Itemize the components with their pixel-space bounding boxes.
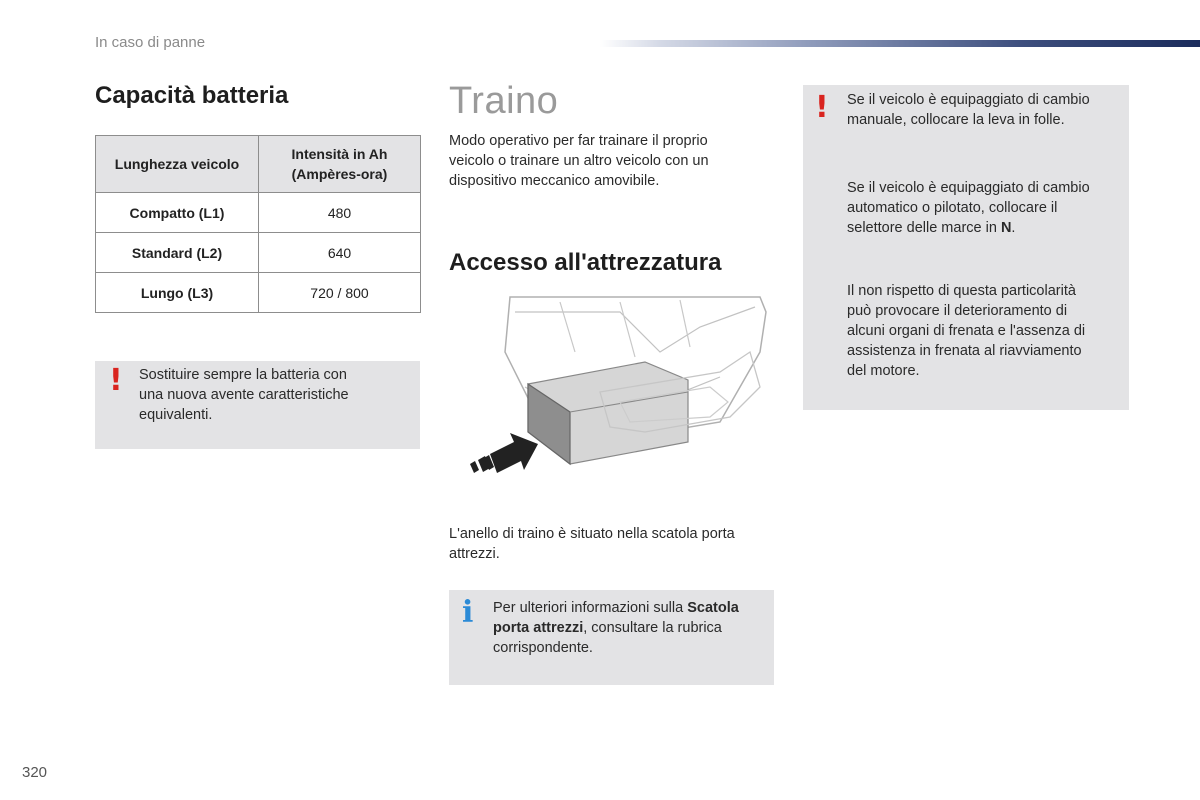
table-row <box>96 193 421 233</box>
gearbox-warning-para-automatic <box>847 178 1090 238</box>
info-line-2: porta attrezzi, consultare la rubrica <box>493 620 722 636</box>
gearbox-warning-para-consequence <box>847 281 1085 381</box>
warning-line: automatico o pilotato, collocare il <box>847 200 1058 216</box>
warning-line: Sostituire sempre la batteria con <box>139 367 347 383</box>
ring-line: attrezzi. <box>449 546 500 562</box>
tool-box-under-seat-illustration <box>470 292 776 492</box>
section-header: In caso di panne <box>95 34 206 51</box>
warning-line: selettore delle marce in N. <box>847 220 1016 236</box>
row-value: 480 <box>259 193 421 233</box>
warning-line: assistenza in frenata al riavviamento <box>847 343 1082 359</box>
arrow-icon <box>490 433 538 473</box>
row-value: 720 / 800 <box>259 273 421 313</box>
column-header-intensity-line1: Intensità in Ah <box>291 146 388 162</box>
gearbox-warning-note <box>803 85 1129 410</box>
battery-warning-note <box>95 361 420 449</box>
table-row <box>96 233 421 273</box>
warning-line: Il non rispetto di questa particolarità <box>847 283 1076 299</box>
table-row <box>96 273 421 313</box>
traino-intro-text <box>449 131 754 191</box>
accesso-attrezzatura-title: Accesso all'attrezzatura <box>449 249 722 276</box>
column-header-intensity-line2: (Ampères-ora) <box>291 166 388 182</box>
intro-line: Modo operativo per far trainare il proprio <box>449 133 708 149</box>
capacita-batteria-title: Capacità batteria <box>95 82 289 109</box>
warning-line: Se il veicolo è equipaggiato di cambio <box>847 180 1090 196</box>
info-icon: i <box>462 595 474 630</box>
row-label: Standard (L2) <box>96 233 259 273</box>
info-line-1: Per ulteriori informazioni sulla Scatola <box>493 600 739 616</box>
intro-line: veicolo o trainare un altro veicolo con un <box>449 153 709 169</box>
column-header-intensity <box>259 136 421 193</box>
info-line-3: corrispondente. <box>493 640 593 656</box>
intro-line: dispositivo meccanico amovibile. <box>449 173 660 189</box>
warning-line: equivalenti. <box>139 407 213 423</box>
ring-line: L'anello di traino è situato nella scatola porta <box>449 526 735 542</box>
battery-capacity-table <box>95 135 421 313</box>
header-decorative-bar <box>600 40 1200 47</box>
exclamation-icon: ! <box>109 363 123 398</box>
arrow-trail <box>470 461 479 473</box>
battery-warning-text <box>139 365 349 425</box>
page-number: 320 <box>22 764 48 781</box>
traino-title: Traino <box>449 80 559 122</box>
gearbox-warning-para-manual <box>847 90 1090 130</box>
exclamation-icon: ! <box>815 90 829 125</box>
warning-line: manuale, collocare la leva in folle. <box>847 112 1065 128</box>
warning-line: Se il veicolo è equipaggiato di cambio <box>847 92 1090 108</box>
warning-line: del motore. <box>847 363 920 379</box>
info-note <box>449 590 774 685</box>
warning-line: una nuova avente caratteristiche <box>139 387 349 403</box>
warning-line: alcuni organi di frenata e l'assenza di <box>847 323 1086 339</box>
info-note-text <box>493 598 768 658</box>
row-label: Compatto (L1) <box>96 193 259 233</box>
towing-ring-location-text <box>449 524 769 564</box>
warning-line: può provocare il deterioramento di <box>847 303 1068 319</box>
table-header-row <box>96 136 421 193</box>
row-value: 640 <box>259 233 421 273</box>
row-label: Lungo (L3) <box>96 273 259 313</box>
column-header-length: Lunghezza veicolo <box>96 136 259 193</box>
